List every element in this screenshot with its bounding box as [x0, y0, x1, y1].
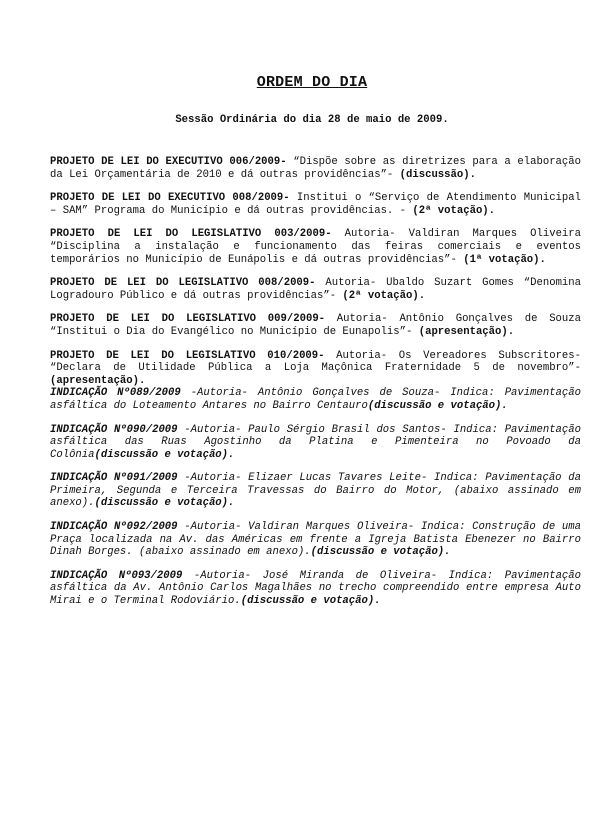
agenda-item: [50, 192, 581, 217]
item-status: (discussão e votação).: [94, 448, 235, 461]
item-status: (discussão e votação).: [240, 595, 381, 608]
agenda-item: [50, 156, 581, 181]
item-body: Autoria- Valdiran Marques Oliveira “Disciplina a instalação e funcionamento das feiras comerciais e eventos temporários no Município de Eunápolis e dá outras providências”-: [50, 228, 581, 266]
indicacao-item: [50, 521, 581, 559]
item-status: (2ª votação).: [336, 289, 426, 302]
item-body: -Autoria- Paulo Sérgio Brasil dos Santos- Indica: Pavimentação asfáltica das Ruas Agostinho da Platina e Pimenteira no Povoado da Colônia: [50, 423, 581, 461]
item-body: -Autoria- Antônio Gonçalves de Souza- Indica: Pavimentação asfáltica do Loteamento Antares no Bairro Centauro: [50, 387, 581, 412]
page-title: ORDEM DO DIA: [256, 74, 368, 91]
item-body: -Autoria- José Miranda de Oliveira- Indica: Pavimentação asfáltica da Av. Antônio Carlos Magalhães no trecho compreendido entre empresa Auto Mirai e o Terminal Rodoviário.: [50, 569, 581, 608]
item-heading: PROJETO DE LEI DO LEGISLATIVO 010/2009-: [50, 349, 325, 362]
indicacao-item: [50, 472, 581, 510]
item-heading: INDICAÇÃO Nº090/2009: [50, 423, 178, 436]
item-body: -Autoria- Valdiran Marques Oliveira- Indica: Construção de uma Praça localizada na Av. das Américas em frente a Igreja Batista Ebenezer no Bairro Dinah Borges. (abaixo assinado em anexo).: [50, 521, 581, 559]
item-status: (apresentação).: [418, 325, 515, 338]
item-status: (discussão e votação).: [367, 399, 508, 412]
item-heading: PROJETO DE LEI DO LEGISLATIVO 003/2009-: [50, 228, 332, 241]
indicacao-item: [50, 424, 581, 462]
item-status: (1ª votação).: [463, 253, 546, 266]
item-heading: PROJETO DE LEI DO EXECUTIVO 008/2009-: [50, 192, 290, 205]
indicacao-item: [50, 570, 581, 608]
item-status: (apresentação).: [50, 374, 146, 387]
agenda-item: [50, 228, 581, 266]
item-heading: INDICAÇÃO Nº093/2009: [50, 569, 183, 582]
item-status: (discussão e votação).: [310, 546, 451, 559]
item-heading: INDICAÇÃO Nº089/2009: [50, 387, 181, 400]
item-status: (2ª votação).: [406, 204, 496, 217]
agenda-list: [50, 156, 581, 619]
agenda-item: [50, 277, 581, 302]
item-heading: PROJETO DE LEI DO LEGISLATIVO 008/2009-: [50, 277, 316, 290]
item-status: (discussão).: [399, 168, 476, 181]
agenda-item: [50, 350, 581, 388]
session-subtitle: Sessão Ordinária do dia 28 de maio de 2009.: [175, 114, 449, 126]
item-heading: INDICAÇÃO Nº092/2009: [50, 521, 178, 534]
item-status: (discussão e votação).: [94, 497, 235, 510]
indicacao-item: [50, 387, 581, 412]
item-body: Autoria- Antônio Gonçalves de Souza “Institui o Dia do Evangélico no Município de Eunapolis”-: [50, 313, 581, 338]
item-heading: PROJETO DE LEI DO LEGISLATIVO 009/2009-: [50, 313, 326, 326]
item-heading: PROJETO DE LEI DO EXECUTIVO 006/2009-: [50, 156, 287, 168]
agenda-item: [50, 313, 581, 338]
item-body: Institui o “Serviço de Atendimento Municipal – SAM” Programa do Município e dá outras providências. -: [50, 192, 581, 217]
item-body: “Dispõe sobre as diretrizes para a elaboração da Lei Orçamentária de 2010 e dá outras providências”-: [50, 156, 581, 181]
item-body: -Autoria- Elizaer Lucas Tavares Leite- Indica: Pavimentação da Primeira, Segunda e Terceira Travessas do Bairro do Motor, (abaixo assinado em anexo).: [50, 472, 581, 510]
item-heading: INDICAÇÃO Nº091/2009: [50, 472, 178, 485]
item-body: Autoria- Os Vereadores Subscritores- “Declara de Utilidade Pública a Loja Maçônica Fraternidade 5 de novembro”-: [50, 349, 581, 375]
item-body: Autoria- Ubaldo Suzart Gomes “Denomina Logradouro Público e dá outras providências”-: [50, 277, 581, 302]
